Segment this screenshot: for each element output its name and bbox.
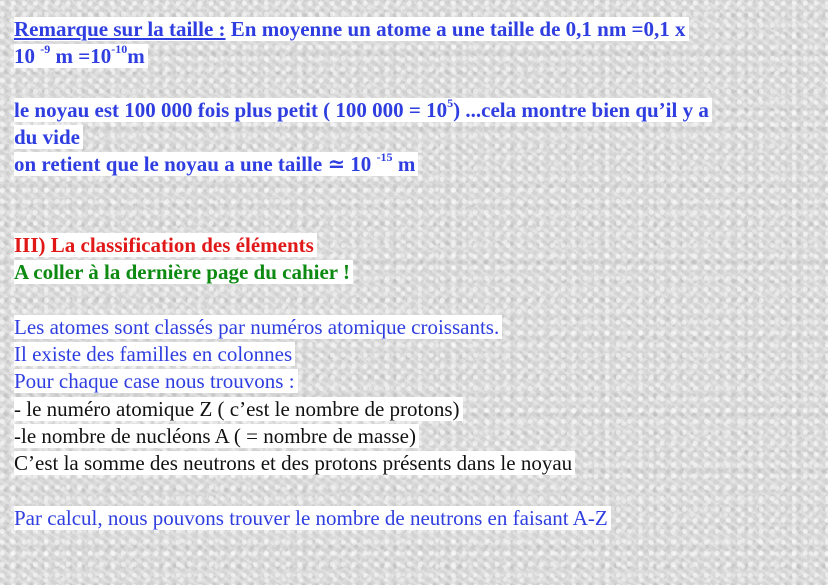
remark-line-2-end: m xyxy=(127,44,145,68)
body-line-1-text: Les atomes sont classés par numéros atomique croissants. xyxy=(14,315,502,339)
nucleus-line-3-end: m xyxy=(392,152,416,176)
body-line-2 xyxy=(14,341,295,367)
nucleus-line-1-end: ) ...cela montre bien qu’il y a xyxy=(453,98,709,122)
nucleus-line-3 xyxy=(14,151,418,177)
body-line-5-text: -le nombre de nucléons A ( = nombre de masse) xyxy=(14,424,419,448)
body-line-4 xyxy=(14,396,463,422)
exponent-minus-10: -10 xyxy=(111,42,128,56)
remark-line-1 xyxy=(14,16,689,42)
body-line-2-text: Il existe des familles en colonnes xyxy=(14,342,295,366)
nucleus-line-3-start: on retient que le noyau a une taille ≃ 10 xyxy=(14,152,377,176)
exponent-5: 5 xyxy=(447,96,454,110)
section-heading xyxy=(14,232,317,258)
remark-line-2-mid: m =10 xyxy=(50,44,112,68)
remark-line-2-start: 10 xyxy=(14,44,41,68)
section-instruction-text: A coller à la dernière page du cahier ! xyxy=(14,260,353,284)
body-line-3 xyxy=(14,368,298,394)
body-line-1 xyxy=(14,314,502,340)
body-line-6-text: C’est la somme des neutrons et des protons présents dans le noyau xyxy=(14,451,575,475)
remark-title: Remarque sur la taille : xyxy=(14,17,226,41)
section-heading-text: III) La classification des éléments xyxy=(14,233,317,257)
body-line-5 xyxy=(14,423,419,449)
exponent-minus-9: -9 xyxy=(40,42,51,56)
body-line-6 xyxy=(14,450,575,476)
remark-line-2 xyxy=(14,43,148,69)
remark-line-1-text: En moyenne un atome a une taille de 0,1 nm =0,1 x xyxy=(225,17,686,41)
exponent-minus-15: -15 xyxy=(376,150,393,164)
body-line-3-text: Pour chaque case nous trouvons : xyxy=(14,369,298,393)
nucleus-line-2 xyxy=(14,124,83,150)
nucleus-line-1-start: le noyau est 100 000 fois plus petit ( 100 000 = 10 xyxy=(14,98,448,122)
section-instruction xyxy=(14,259,353,285)
body-line-4-text: - le numéro atomique Z ( c’est le nombre de protons) xyxy=(14,397,463,421)
body-line-7 xyxy=(14,505,611,531)
nucleus-line-1 xyxy=(14,97,712,123)
nucleus-line-2-text: du vide xyxy=(14,125,83,149)
body-line-7-text: Par calcul, nous pouvons trouver le nombre de neutrons en faisant A-Z xyxy=(14,506,611,530)
